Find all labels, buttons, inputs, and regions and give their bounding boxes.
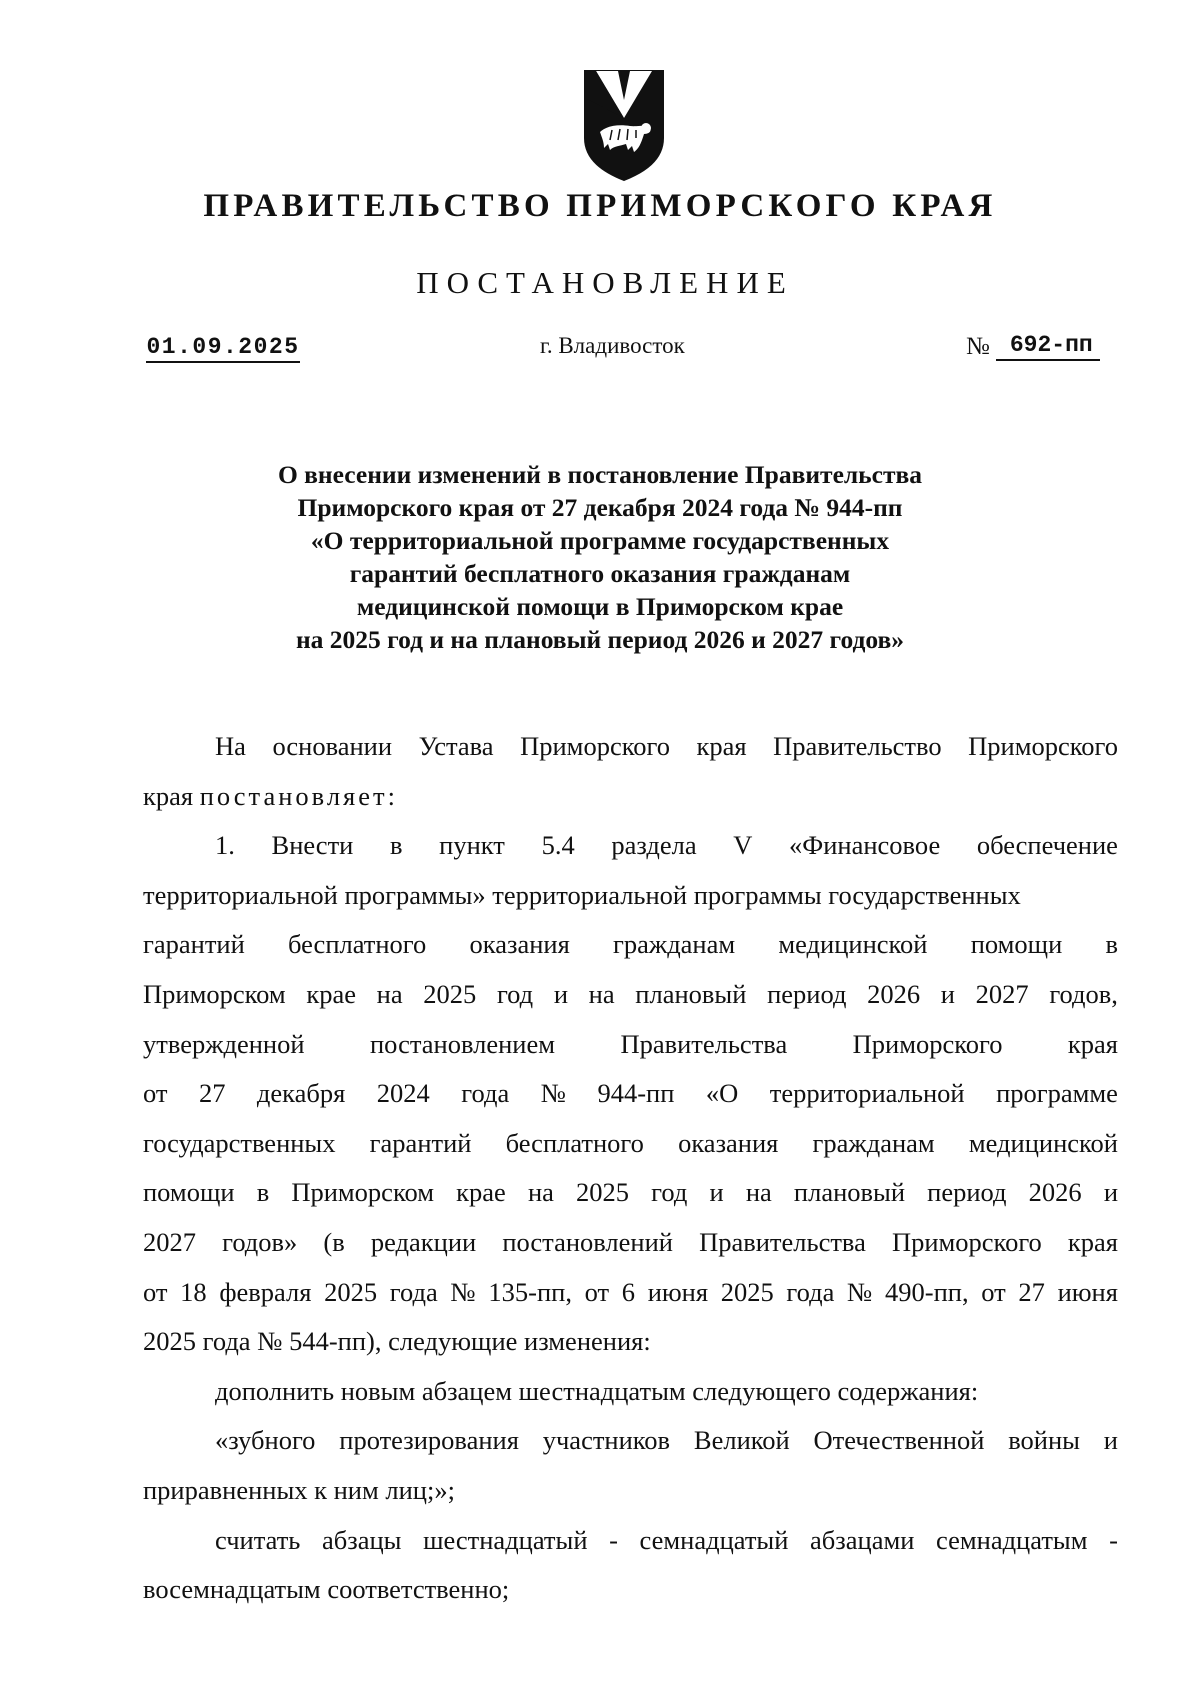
word: от	[143, 1276, 168, 1307]
word: годов»	[222, 1226, 298, 1257]
body-line: дополнить новым абзацем шестнадцатым следующего содержания:	[215, 1375, 979, 1406]
word: 5.4	[541, 830, 575, 861]
word: 944-пп	[597, 1078, 675, 1109]
word: гражданам	[613, 929, 736, 960]
number-value: 692-пп	[996, 332, 1100, 361]
subject-line: на 2025 год и на плановый период 2026 и 2027 годов»	[295, 625, 905, 654]
word: период	[927, 1177, 1007, 1208]
word: протезирования	[339, 1425, 519, 1456]
word: гарантий	[369, 1127, 472, 1158]
word: 18	[180, 1276, 207, 1307]
word: на	[745, 1177, 772, 1208]
word: №	[450, 1276, 476, 1307]
word: июня	[1057, 1276, 1118, 1307]
body-line	[143, 772, 1118, 822]
primorsky-krai-coat-of-arms-icon	[582, 68, 666, 184]
word: войны	[1008, 1425, 1080, 1456]
word: Правительства	[699, 1226, 866, 1257]
word: (в	[323, 1226, 345, 1257]
word: края	[696, 731, 747, 761]
word: в	[1105, 929, 1118, 960]
word: семнадцатый	[639, 1524, 789, 1555]
word: и	[709, 1177, 724, 1208]
document-subject	[200, 458, 1000, 656]
word: на	[376, 978, 403, 1009]
word: от	[143, 1078, 168, 1109]
word: «зубного	[215, 1425, 316, 1456]
word: абзацы	[322, 1524, 402, 1555]
word: 1.	[215, 830, 235, 861]
word: помощи	[143, 1177, 235, 1208]
body-line	[143, 1268, 1118, 1318]
word: 2026	[1028, 1177, 1082, 1208]
word: Приморского	[968, 731, 1118, 761]
word: гражданам	[812, 1127, 935, 1158]
body-line	[143, 1516, 1118, 1566]
word: гарантий	[143, 929, 245, 960]
word: №	[540, 1078, 566, 1109]
word: Приморском	[291, 1177, 434, 1208]
word: программе	[996, 1078, 1118, 1109]
word: плановый	[635, 978, 747, 1009]
word: плановый	[793, 1177, 906, 1208]
word: Приморского	[852, 1028, 1003, 1059]
word: края	[1067, 1226, 1118, 1257]
word: 27	[198, 1078, 226, 1109]
word: постановлений	[502, 1226, 673, 1257]
word: 2025	[324, 1276, 378, 1307]
body-line	[143, 1168, 1118, 1218]
word: Приморского	[891, 1226, 1042, 1257]
word: обеспечение	[976, 830, 1118, 861]
word: и	[553, 978, 568, 1009]
word: и	[940, 978, 955, 1009]
word: на	[527, 1177, 554, 1208]
word: года	[461, 1078, 510, 1109]
decree-word: постановляет:	[199, 780, 398, 811]
document-type: ПОСТАНОВЛЕНИЕ	[416, 265, 794, 300]
word: На	[215, 731, 246, 761]
word: редакции	[370, 1226, 477, 1257]
word: медицинской	[968, 1127, 1118, 1158]
subject-line: О внесении изменений в постановление Правительства	[277, 460, 923, 489]
word: основании	[272, 731, 393, 761]
word: семнадцатым	[936, 1524, 1088, 1555]
word: №	[847, 1276, 873, 1307]
word: шестнадцатый	[423, 1524, 588, 1555]
word: июня	[647, 1276, 709, 1307]
word: оказания	[469, 929, 570, 960]
word: «О	[705, 1078, 739, 1109]
word: года	[786, 1276, 835, 1307]
body-line	[143, 1069, 1118, 1119]
word: -	[1109, 1524, 1118, 1555]
word: крае	[306, 978, 356, 1009]
word: участников	[542, 1425, 671, 1456]
word: абзацами	[810, 1524, 915, 1555]
word: пункт	[439, 830, 505, 861]
word: год	[496, 978, 534, 1009]
word: территориальной	[769, 1078, 965, 1109]
word: оказания	[678, 1127, 779, 1158]
word: 2025	[720, 1276, 774, 1307]
document-number	[966, 332, 1100, 361]
word: от	[584, 1276, 610, 1307]
body-line	[143, 1020, 1118, 1070]
body-line	[143, 1119, 1118, 1169]
subject-line: медицинской помощи в Приморском крае	[356, 592, 844, 621]
body-line	[143, 920, 1118, 970]
word: в	[256, 1177, 270, 1208]
subject-line: Приморского края от 27 декабря 2024 года № 944-пп	[297, 493, 903, 522]
body-line	[143, 722, 1118, 772]
word: и	[1103, 1425, 1118, 1456]
body-line	[143, 970, 1118, 1020]
word: Великой	[693, 1425, 790, 1456]
word: крае	[456, 1177, 506, 1208]
word: Приморского	[520, 731, 670, 761]
word: Отечественной	[813, 1425, 985, 1456]
subject-line: гарантий бесплатного оказания гражданам	[349, 559, 851, 588]
word: 2024	[376, 1078, 430, 1109]
word: утвержденной	[143, 1028, 305, 1059]
word: постановлением	[370, 1028, 555, 1059]
word: государственных	[143, 1127, 336, 1158]
word: бесплатного	[505, 1127, 644, 1158]
word: 6	[621, 1276, 636, 1307]
word: медицинской	[778, 929, 928, 960]
word: V	[733, 830, 753, 861]
word: 2025	[576, 1177, 630, 1208]
word: Устава	[418, 731, 494, 761]
word: декабря	[256, 1078, 346, 1109]
word: 2027	[143, 1226, 196, 1257]
number-sign: №	[966, 333, 990, 360]
body-text: края	[143, 780, 194, 811]
word: 2027	[975, 978, 1029, 1009]
document-date: 01.09.2025	[146, 334, 300, 363]
word: 27	[1018, 1276, 1045, 1307]
government-title: ПРАВИТЕЛЬСТВО ПРИМОРСКОГО КРАЯ	[203, 188, 997, 224]
word: годов,	[1049, 978, 1118, 1009]
word: и	[1103, 1177, 1118, 1208]
word: края	[1067, 1028, 1118, 1059]
word: года	[389, 1276, 438, 1307]
body-line: восемнадцатым соответственно;	[143, 1574, 510, 1605]
word: от	[981, 1276, 1006, 1307]
body-line: 2025 года № 544-пп), следующие изменения:	[143, 1326, 651, 1357]
word: февраля	[219, 1276, 312, 1307]
word: на	[588, 978, 615, 1009]
word: Приморском	[143, 978, 286, 1009]
word: Правительство	[773, 731, 942, 761]
word: Внести	[271, 830, 354, 861]
word: 2025	[423, 978, 477, 1009]
document-body	[143, 722, 1118, 1615]
word: 135-пп,	[488, 1276, 572, 1307]
word: год	[651, 1177, 688, 1208]
word: 2026	[867, 978, 921, 1009]
word: в	[390, 830, 403, 861]
document-city: г. Владивосток	[540, 333, 685, 358]
subject-line: «О территориальной программе государственных	[310, 526, 890, 555]
word: 490-пп,	[885, 1276, 969, 1307]
word: -	[609, 1524, 618, 1555]
body-line	[143, 1416, 1118, 1466]
word: помощи	[970, 929, 1063, 960]
word: считать	[215, 1524, 301, 1555]
word: бесплатного	[288, 929, 427, 960]
word: Правительства	[620, 1028, 788, 1059]
word: «Финансовое	[789, 830, 941, 861]
body-line: территориальной программы» территориальной программы государственных	[143, 879, 1021, 910]
body-line	[143, 821, 1118, 871]
body-line	[143, 1218, 1118, 1268]
word: раздела	[611, 830, 697, 861]
word: период	[767, 978, 847, 1009]
body-line: приравненных к ним лиц;»;	[143, 1474, 455, 1505]
